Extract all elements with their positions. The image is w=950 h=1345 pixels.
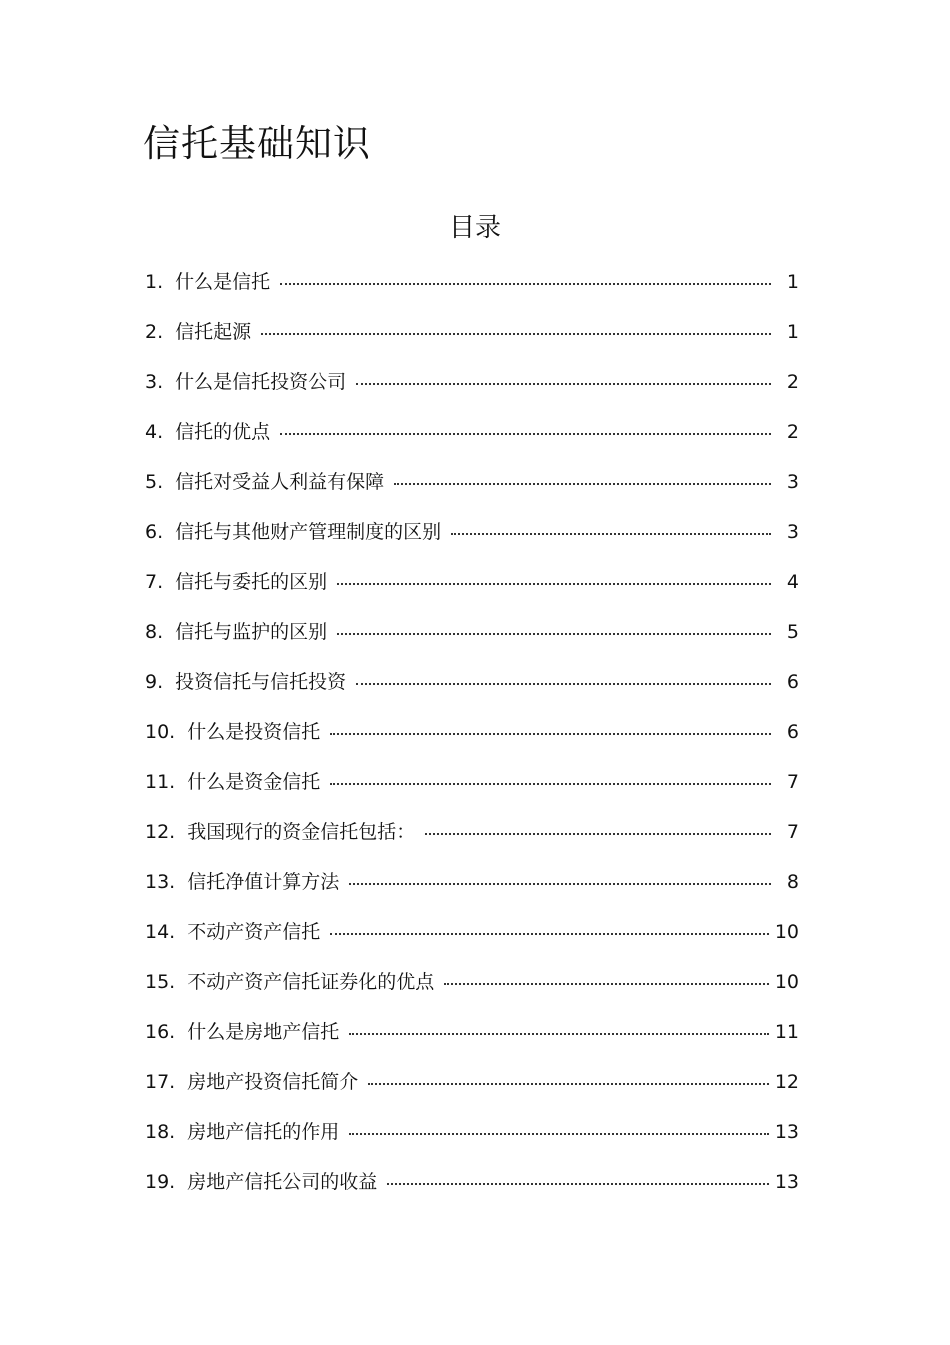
toc-entry-page-number: 10	[774, 971, 799, 993]
toc-entry-number: 1.	[145, 271, 164, 293]
toc-dot-leader	[280, 433, 771, 435]
toc-entry[interactable]	[145, 316, 817, 366]
toc-entry-label: 什么是投资信托	[187, 721, 321, 743]
toc-entry-label: 信托与委托的区别	[175, 571, 328, 593]
toc-dot-leader	[337, 583, 771, 585]
toc-entry-number: 4.	[145, 421, 164, 443]
toc-entry[interactable]	[145, 666, 817, 716]
toc-dot-leader	[349, 883, 771, 885]
toc-dot-leader	[451, 533, 771, 535]
toc-dot-leader	[394, 483, 771, 485]
toc-entry-page-number: 7	[786, 821, 799, 843]
toc-dot-leader	[349, 1033, 769, 1035]
toc-entry-page-number: 6	[786, 721, 799, 743]
toc-entry[interactable]	[145, 1166, 817, 1216]
toc-entry-label: 什么是资金信托	[187, 771, 321, 793]
toc-entry-label: 什么是信托投资公司	[175, 371, 347, 393]
toc-entry-label: 房地产投资信托简介	[187, 1071, 359, 1093]
toc-entry-number: 10.	[145, 721, 176, 743]
toc-entry[interactable]	[145, 916, 817, 966]
toc-entry-page-number: 2	[786, 421, 799, 443]
toc-dot-leader	[387, 1183, 769, 1185]
toc-entry-number: 14.	[145, 921, 176, 943]
toc-entry[interactable]	[145, 616, 817, 666]
toc-entry[interactable]	[145, 366, 817, 416]
toc-entry[interactable]	[145, 566, 817, 616]
toc-dot-leader	[368, 1083, 769, 1085]
toc-dot-leader	[330, 933, 769, 935]
toc-entry-label: 房地产信托的作用	[187, 1121, 340, 1143]
toc-entry-page-number: 3	[786, 471, 799, 493]
toc-entry-page-number: 8	[786, 871, 799, 893]
toc-entry-label: 房地产信托公司的收益	[187, 1171, 378, 1193]
toc-entry-label: 信托与监护的区别	[175, 621, 328, 643]
toc-entry-page-number: 3	[786, 521, 799, 543]
toc-entry[interactable]	[145, 816, 817, 866]
toc-entry-number: 15.	[145, 971, 176, 993]
toc-entry-number: 5.	[145, 471, 164, 493]
toc-entry-number: 12.	[145, 821, 176, 843]
toc-entry-label: 什么是信托	[175, 271, 271, 293]
toc-entry-label: 信托对受益人利益有保障	[175, 471, 385, 493]
toc-entry[interactable]	[145, 966, 817, 1016]
toc-entry-label: 不动产资产信托	[187, 921, 321, 943]
toc-entry-page-number: 1	[786, 321, 799, 343]
toc-entry[interactable]	[145, 416, 817, 466]
toc-entry-number: 11.	[145, 771, 176, 793]
toc-entry[interactable]	[145, 716, 817, 766]
toc-entry[interactable]	[145, 866, 817, 916]
toc-entry-label: 信托的优点	[175, 421, 271, 443]
toc-entry-number: 13.	[145, 871, 176, 893]
toc-dot-leader	[356, 383, 771, 385]
toc-entry-label: 什么是房地产信托	[187, 1021, 340, 1043]
toc-dot-leader	[330, 783, 771, 785]
toc-dot-leader	[425, 833, 771, 835]
toc-dot-leader	[330, 733, 771, 735]
toc-entry-number: 9.	[145, 671, 164, 693]
toc-entry-number: 17.	[145, 1071, 176, 1093]
toc-entry[interactable]	[145, 1066, 817, 1116]
toc-dot-leader	[337, 633, 771, 635]
toc-entry-label: 投资信托与信托投资	[175, 671, 347, 693]
table-of-contents	[145, 266, 817, 1216]
toc-entry[interactable]	[145, 1016, 817, 1066]
toc-entry-page-number: 1	[786, 271, 799, 293]
toc-heading: 目录	[448, 213, 501, 243]
toc-entry-number: 18.	[145, 1121, 176, 1143]
toc-entry-page-number: 13	[774, 1121, 799, 1143]
toc-entry[interactable]	[145, 1116, 817, 1166]
toc-entry-page-number: 7	[786, 771, 799, 793]
toc-entry[interactable]	[145, 766, 817, 816]
toc-entry-page-number: 13	[774, 1171, 799, 1193]
toc-entry-page-number: 4	[786, 571, 799, 593]
toc-entry[interactable]	[145, 516, 817, 566]
toc-dot-leader	[444, 983, 769, 985]
toc-entry-label: 信托与其他财产管理制度的区别	[175, 521, 442, 543]
toc-entry-page-number: 2	[786, 371, 799, 393]
toc-entry[interactable]	[145, 266, 817, 316]
toc-entry-label: 信托净值计算方法	[187, 871, 340, 893]
toc-entry[interactable]	[145, 466, 817, 516]
toc-entry-number: 6.	[145, 521, 164, 543]
toc-entry-label: 我国现行的资金信托包括：	[187, 821, 416, 843]
toc-entry-page-number: 11	[774, 1021, 799, 1043]
toc-entry-page-number: 12	[774, 1071, 799, 1093]
toc-dot-leader	[356, 683, 771, 685]
toc-entry-page-number: 6	[786, 671, 799, 693]
toc-entry-number: 2.	[145, 321, 164, 343]
toc-entry-number: 7.	[145, 571, 164, 593]
toc-dot-leader	[280, 283, 771, 285]
toc-entry-page-number: 10	[774, 921, 799, 943]
toc-entry-number: 19.	[145, 1171, 176, 1193]
toc-entry-label: 信托起源	[175, 321, 252, 343]
toc-entry-number: 8.	[145, 621, 164, 643]
toc-entry-number: 3.	[145, 371, 164, 393]
toc-dot-leader	[349, 1133, 769, 1135]
toc-dot-leader	[261, 333, 771, 335]
toc-entry-page-number: 5	[786, 621, 799, 643]
toc-entry-number: 16.	[145, 1021, 176, 1043]
toc-entry-label: 不动产资产信托证券化的优点	[187, 971, 435, 993]
document-title: 信托基础知识	[143, 122, 371, 165]
